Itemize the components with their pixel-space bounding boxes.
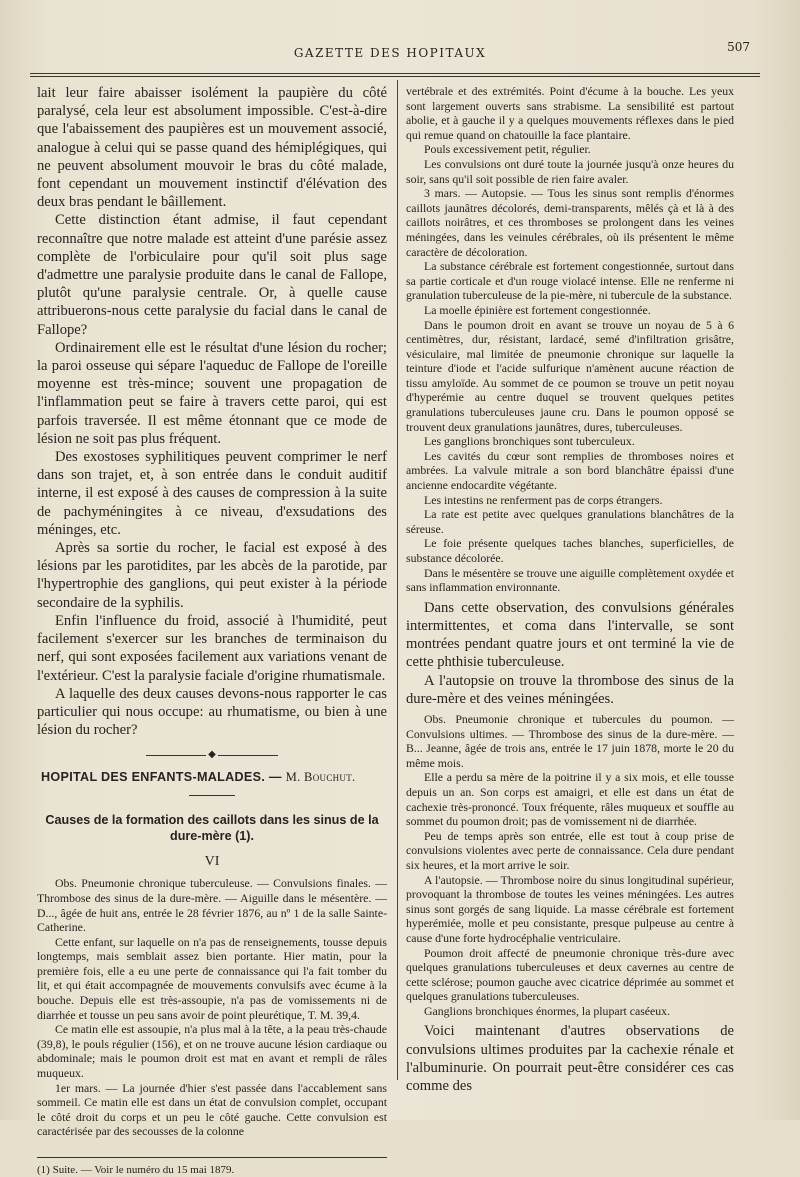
footnote-rule: [37, 1157, 387, 1158]
running-title: GAZETTE DES HOPITAUX: [293, 46, 487, 60]
left-body-text: [37, 84, 387, 739]
section-title: Causes de la formation des caillots dans les sinus de la dure-mère (1).: [45, 813, 379, 844]
observation-paragraph: Les convulsions ont duré toute la journée jusqu'à onze heures du soir, sans qu'il soit possible de rien faire avaler.: [406, 156, 734, 186]
paragraph: A laquelle des deux causes devons-nous rapporter le cas particulier qui nous occupe: au rhumatisme, ou bien à une lésion du rocher?: [37, 685, 387, 739]
section-number: VI: [204, 854, 220, 870]
diamond-icon: ◆: [208, 749, 216, 761]
left-column: [37, 84, 387, 1177]
paragraph: Dans cette observation, des convulsions générales intermittentes, et coma dans l'intervalle, se sont montrées pendant quatre jours et ont terminé la vie de cette phthisie tuberculeuse.: [406, 599, 734, 671]
observation-paragraph: Le foie présente quelques taches blanches, superficielles, de substance décolorée.: [406, 536, 734, 565]
observation-paragraph: Dans le poumon droit en avant se trouve un noyau de 5 à 6 centimètres, dur, résistant, lardacé, semé d'infiltration grisâtre, vésiculaire, mal limitée de pneumonie chronique sur laquelle la teinture d'iode et l'acide sulfurique n'amènent aucune réaction de tissu amyloïde. Au sommet de ce poumon se trouve un petit noyau d'hyperémie au centre duquel se trouvent quelques petites granulations tuberculeuses jaune cru. Dans le poumon opposé se trouvent deux granulations jaunâtres, dures, tuberculeuses.: [406, 317, 734, 434]
footnote: (1) Suite. — Voir le numéro du 15 mai 1879.: [37, 1164, 235, 1176]
hospital-heading: [41, 769, 387, 785]
observation-paragraph: La moelle épinière est fortement congestionnée.: [424, 302, 651, 317]
paragraph: Des exostoses syphilitiques peuvent comprimer le nerf dans son trajet, et, à son entrée dans le conduit auditif interne, il est exposé à des causes de compression à la suite de pachyméningites à ce niveau, d'exsudations des méninges, etc.: [37, 449, 387, 538]
right-column: [406, 84, 734, 1095]
observation-paragraph: A l'autopsie. — Thrombose noire du sinus longitudinal supérieur, provoquant la thrombose de toutes les veines méningées. Les autres sinus sont gorgés de sang liquide. La masse cérébrale est fortement hyperémiée, molle et peu consistante, presque pulpeuse au centre à cause d'une forte hydrocéphalie ventriculaire.: [406, 872, 734, 945]
observation-paragraph: Les intestins ne renferment pas de corps étrangers.: [424, 492, 663, 507]
paragraph: Cette distinction étant admise, il faut cependant reconnaître que notre malade est atteint d'une parésie assez complète de l'orbiculaire pour qu'il soit plus sage d'admettre une paralysie produite dans le canal de Fallope, plutôt qu'une paralysie centrale. Or, à quelle cause attribuerons-nous cette paralysie du facial dans le canal de Fallope?: [37, 212, 387, 338]
observation-paragraph: La substance cérébrale est fortement congestionnée, surtout dans sa partie corticale et d'un rouge violacé intense. Elle ne renferme ni granulation tuberculeuse de la pie-mère, ni tubercule de la substance.: [406, 259, 734, 303]
observation-paragraph: Ganglions bronchiques énormes, la plupart caséeux.: [424, 1003, 671, 1018]
header-rule-double: [30, 76, 760, 77]
observation-paragraph: Elle a perdu sa mère de la poitrine il y a six mois, et elle tousse depuis un an. Son corps est amaigri, et elle est dans un état de cachexie très-prononcé. Toux fréquente, râles muqueux et souffle au sommet du poumon droit; pas de vomissement ni de diarrhée.: [406, 770, 734, 829]
section-rule: [189, 795, 235, 796]
hospital-name: HOPITAL DES ENFANTS-MALADES. —: [41, 770, 282, 785]
observation-paragraph: 1er mars. — La journée d'hier s'est passée dans l'accablement sans sommeil. Ce matin elle est dans un état de convulsion complet, occupant le côté droit du corps et un peu le côté gauche. Cette convulsion est caractérisée par des secousses de la colonne: [37, 1080, 387, 1139]
paragraph: lait leur faire abaisser isolément la paupière du côté paralysé, cela leur est absolument impossible. C'est-à-dire que l'abaissement des paupières est un mouvement associé, analogue à celui qui se passe quand des hémiplégiques, qui ne peuvent absolument mouvoir le bras du côté malade, font cependant un mouvement instinctif d'élévation des deux bras pendant le bâillement.: [37, 85, 387, 211]
paragraph: Ordinairement elle est le résultat d'une lésion du rocher; la paroi osseuse qui sépare l'aqueduc de Fallope de l'oreille moyenne est très-mince; souvent une propagation de l'inflammation peut se faire à travers cette paroi, qui est parfois traversée. Il est même étonnant que ce mode de lésion ne soit pas plus fréquent.: [37, 339, 387, 447]
observation-paragraph: Peu de temps après son entrée, elle est tout à coup prise de convulsions violentes avec perte de connaissance. Cela dure pendant six heures, et la mort arrive le soir.: [406, 828, 734, 872]
paragraph: A l'autopsie on trouve la thrombose des sinus de la dure-mère et des veines méningées.: [406, 672, 734, 707]
paragraph: Voici maintenant d'autres observations de convulsions ultimes produites par la cachexie rénale et l'albuminurie. On pourrait peut-être considérer ces cas comme des: [406, 1023, 734, 1095]
observation-paragraph: La rate est petite avec quelques granulations blanchâtres de la séreuse.: [406, 507, 734, 536]
page-header: [30, 40, 750, 64]
hospital-author: M. Bouchut.: [285, 770, 356, 785]
observation-paragraph: Cette enfant, sur laquelle on n'a pas de renseignements, tousse depuis longtemps, mais semblait assez bien portante. Hier matin, pour la première fois, elle a eu une perte de connaissance qui l'a fait tomber du lit, et qui était accompagnée de mouvements convulsifs avec écume à la bouche. Depuis elle est très-assoupie, n'a pas de vomissements ni de diarrhée et tousse un peu sans avoir de point pleurétique, T. M. 39,4.: [37, 934, 387, 1022]
header-rule: [30, 73, 760, 74]
observation-paragraph: Les ganglions bronchiques sont tuberculeux.: [424, 434, 635, 449]
observation-paragraph: Dans le mésentère se trouve une aiguille complètement oxydée et sans inflammation environnante.: [406, 565, 734, 595]
observation-paragraph: Ce matin elle est assoupie, n'a plus mal à la tête, a la peau très-chaude (39,8), le pouls régulier (156), et on ne trouve aucune lésion cardiaque ou abdominale; mais le poumon droit est mat en avant et rempli de râles muqueux.: [37, 1022, 387, 1081]
paragraph: Après sa sortie du rocher, le facial est exposé à des lésions par les parotidites, par les abcès de la parotide, par l'hypertrophie des ganglions, qui peut exister à la période secondaire de la syphilis.: [37, 540, 387, 611]
page-number: 507: [727, 40, 750, 54]
observation-text: [37, 876, 387, 1139]
observation-paragraph: 3 mars. — Autopsie. — Tous les sinus sont remplis d'énormes caillots jaunâtres décolorés, demi-transparents, mêlés çà et là à des caillots noirâtres, et ces thromboses se prolongent dans les veines méningées, dans les veinules cérébrales, où ils présentent le même caractère de décoloration.: [406, 186, 734, 259]
paragraph: Enfin l'influence du froid, associé à l'humidité, peut facilement s'exercer sur les branches de terminaison du nerf, qui sont exposées facilement aux variations venant de l'extérieur. C'est la paralysie faciale d'origine rhumatismale.: [37, 612, 387, 684]
column-divider: [397, 80, 398, 1080]
observation-paragraph: Obs. Pneumonie chronique tuberculeuse. — Convulsions finales. — Thrombose des sinus de la dure-mère. — Aiguille dans le mésentère. — D..., âgée de huit ans, entrée le 28 février 1876, au nº 1 de la salle Sainte-Catherine.: [37, 876, 387, 935]
observation-paragraph: vertébrale et des extrémités. Point d'écume à la bouche. Les yeux sont largement ouverts sans strabisme. La sensibilité est partout abolie, et à gauche il y a quelques mouvements réflexes dans le pied qui remue quand on chatouille la face plantaire.: [406, 84, 734, 142]
ornament-separator: [37, 749, 387, 761]
observation-paragraph: Obs. Pneumonie chronique et tubercules du poumon. — Convulsions ultimes. — Thrombose des sinus de la dure-mère. — B... Jeanne, âgée de trois ans, entrée le 17 juin 1878, morte le 20 du même mois.: [406, 712, 734, 770]
observation-paragraph: Les cavités du cœur sont remplies de thromboses noires et ambrées. La valvule mitrale a son bord blanchâtre épaissi d'une ancienne endocardite végétante.: [406, 448, 734, 493]
observation-paragraph: Poumon droit affecté de pneumonie chronique très-dure avec quelques granulations tuberculeuses et deux cavernes au centre de cette sclérose; poumon gauche avec cicatrice déprimée au sommet et quelques granulations tuberculeuses.: [406, 945, 734, 1004]
observation-paragraph: Pouls excessivement petit, régulier.: [424, 142, 591, 157]
